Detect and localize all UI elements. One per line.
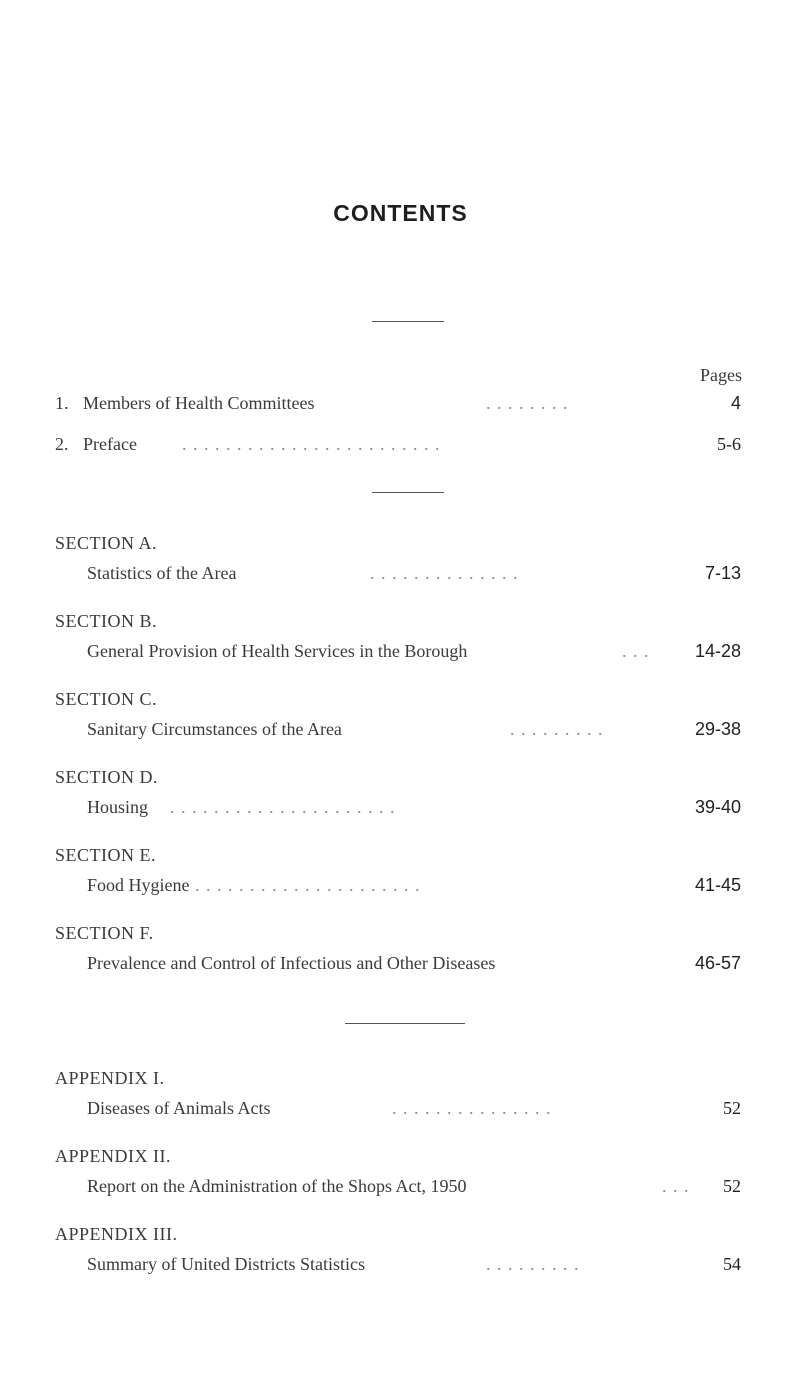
toc-entry [0, 1252, 801, 1276]
entry-title: Sanitary Circumstances of the Area [87, 719, 342, 739]
dot-leader: . . . . . . . . . . . . . . [370, 563, 519, 583]
section-heading: SECTION A. [55, 533, 158, 553]
toc-entry [0, 561, 801, 585]
divider [372, 492, 444, 493]
entry-pages: 29-38 [694, 719, 741, 739]
appendix-heading: APPENDIX I. [55, 1068, 165, 1088]
dot-leader: . . . . . . . . [486, 393, 569, 413]
toc-entry [0, 873, 801, 897]
appendix-heading: APPENDIX II. [55, 1146, 171, 1166]
toc-entry [0, 1096, 801, 1120]
dot-leader: . . . . . . . . . . . . . . . . . . . . . . . . [182, 434, 441, 454]
entry-pages: 14-28 [694, 641, 741, 661]
dot-leader: . . . [622, 641, 650, 661]
entry-title: Report on the Administration of the Shops Act, 1950 [87, 1176, 467, 1196]
dot-leader: . . . . . . . . . . . . . . . [392, 1098, 552, 1118]
entry-title: Summary of United Districts Statistics [87, 1254, 365, 1274]
section-heading: SECTION C. [55, 689, 158, 709]
pages-column-header: Pages [700, 365, 742, 385]
entry-number: 2. [55, 434, 69, 454]
entry-pages: 41-45 [694, 875, 741, 895]
section-heading: SECTION D. [55, 767, 158, 787]
dot-leader: . . . . . . . . . [486, 1254, 580, 1274]
entry-pages: 5-6 [717, 434, 741, 454]
section-heading: SECTION F. [55, 923, 154, 943]
entry-title: Housing [87, 797, 149, 817]
entry-pages: 4 [730, 393, 741, 413]
entry-title: Statistics of the Area [87, 563, 237, 583]
entry-number: 1. [55, 393, 69, 413]
dot-leader: . . . . . . . . . [510, 719, 604, 739]
entry-title: Preface [83, 434, 137, 454]
dot-leader: . . . . . . . . . . . . . . . . . . . . . [170, 797, 396, 817]
entry-pages: 52 [723, 1098, 741, 1118]
entry-title: General Provision of Health Services in the Borough [87, 641, 468, 661]
toc-entry [0, 432, 801, 456]
toc-entry [0, 795, 801, 819]
appendix-heading: APPENDIX III. [55, 1224, 178, 1244]
entry-title: Diseases of Animals Acts [87, 1098, 271, 1118]
toc-entry [0, 391, 801, 415]
entry-pages: 46-57 [694, 953, 741, 973]
entry-pages: 52 [723, 1176, 741, 1196]
entry-title: Prevalence and Control of Infectious and Other Diseases [87, 953, 496, 973]
divider [372, 321, 444, 322]
toc-entry [0, 639, 801, 663]
divider [345, 1023, 465, 1024]
dot-leader: . . . . . . . . . . . . . . . . . . . . . [195, 875, 421, 895]
entry-pages: 7-13 [704, 563, 741, 583]
entry-pages: 54 [723, 1254, 741, 1274]
entry-title: Members of Health Committees [83, 393, 315, 413]
dot-leader: . . . [662, 1176, 690, 1196]
toc-entry [0, 717, 801, 741]
section-heading: SECTION E. [55, 845, 156, 865]
page-title: CONTENTS [333, 200, 468, 226]
entry-pages: 39-40 [694, 797, 741, 817]
toc-entry [0, 951, 801, 975]
toc-entry [0, 1174, 801, 1198]
entry-title: Food Hygiene [87, 875, 190, 895]
section-heading: SECTION B. [55, 611, 158, 631]
